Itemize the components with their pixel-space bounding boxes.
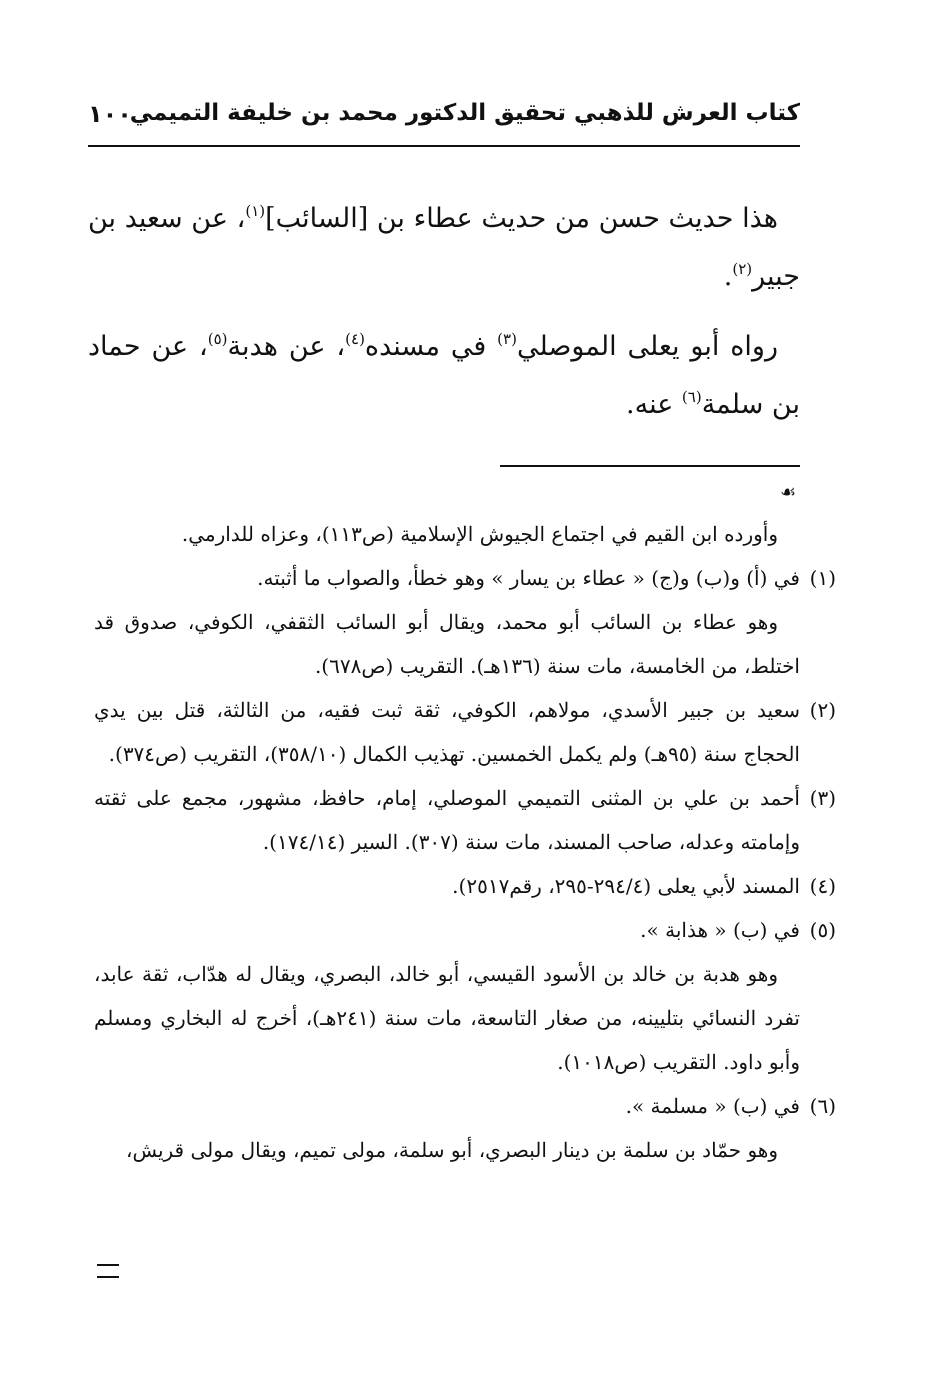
text-run: رواه أبو يعلى الموصلي <box>516 331 779 362</box>
footnote-number: (٥) <box>809 918 836 942</box>
footnote-1 <box>94 556 836 688</box>
text-run: عنه. <box>626 389 682 420</box>
footnote-text: في (ب) « مسلمة ». <box>625 1094 800 1118</box>
footnote-number: (٦) <box>809 1094 836 1118</box>
footnote-3 <box>94 776 836 864</box>
footnote-text: سعيد بن جبير الأسدي، مولاهم، الكوفي، ثقة ثبت فقيه، من الثالثة، قتل بين يدي الحجاج سنة (٩٥هـ) ولم يكمل الخمسين. تهذيب الكمال (٣٥٨/١٠)، التقريب (ص٣٧٤). <box>94 698 800 766</box>
running-header <box>88 100 800 144</box>
fleuron-icon: ☙ <box>780 482 797 503</box>
footnotes <box>94 512 836 1172</box>
footnote-intro: وأورده ابن القيم في اجتماع الجيوش الإسلامية (ص١١٣)، وعزاه للدارمي. <box>181 522 778 546</box>
footnote-text: أحمد بن علي بن المثنى التميمي الموصلي، إمام، حافظ، مشهور، مجمع على ثقته وإمامته وعدله، صاحب المسند، مات سنة (٣٠٧). السير (١٧٤/١٤). <box>94 786 800 854</box>
footnote-ref-2: (٢) <box>732 260 753 278</box>
footnote-4 <box>94 864 836 908</box>
continuation-mark <box>97 1264 119 1278</box>
footnote-number: (٣) <box>809 786 836 810</box>
footnote-ref-4: (٤) <box>345 330 365 348</box>
page-number: ١٠٠ <box>88 100 132 128</box>
footnote-detail: وهو هدبة بن خالد بن الأسود القيسي، أبو خالد، البصري، ويقال له هدّاب، ثقة عابد، تفرد النسائي بتليينه، من صغار التاسعة، مات سنة (٢٤١هـ)، أخرج له البخاري ومسلم وأبو داود. التقريب (ص١٠١٨). <box>94 962 800 1074</box>
footnote-2 <box>94 688 836 776</box>
main-text <box>88 190 800 446</box>
footnote-number: (٢) <box>809 698 836 722</box>
text-run: في مسنده <box>364 331 498 362</box>
footnote-ref-5: (٥) <box>207 330 228 348</box>
text-run: ، عن حماد بن سلمة <box>88 331 800 420</box>
footnote-text: في (أ) و(ب) و(ج) « عطاء بن يسار » وهو خطأ، والصواب ما أثبته. <box>257 566 800 590</box>
paragraph-1 <box>88 190 800 306</box>
footnote-detail: وهو حمّاد بن سلمة بن دينار البصري، أبو سلمة، مولى تميم، ويقال مولى قريش، <box>126 1138 778 1162</box>
footnote-text: في (ب) « هذابة ». <box>640 918 800 942</box>
paragraph-2 <box>88 318 800 434</box>
footnote-number: (١) <box>809 566 836 590</box>
footnote-ref-3: (٣) <box>497 330 517 348</box>
text-run: . <box>723 261 733 292</box>
footnote-5 <box>94 908 836 1084</box>
footnote-ref-6: (٦) <box>681 388 702 406</box>
footnote-number: (٤) <box>809 874 836 898</box>
header-rule <box>88 145 800 147</box>
footnote-detail: وهو عطاء بن السائب أبو محمد، ويقال أبو السائب الثقفي، الكوفي، صدوق قد اختلط، من الخامسة، مات سنة (١٣٦هـ). التقريب (ص٦٧٨). <box>94 610 800 678</box>
text-run: ، عن سعيد بن جبير <box>88 203 800 292</box>
footnote-6 <box>94 1084 836 1172</box>
footnote-separator <box>500 465 800 467</box>
footnote-text: المسند لأبي يعلى (٢٩٤/٤-٢٩٥، رقم٢٥١٧). <box>452 874 800 898</box>
text-run: ، عن هدبة <box>227 331 346 362</box>
header-title: كتاب العرش للذهبي تحقيق الدكتور محمد بن خليفة التميمي <box>129 100 800 126</box>
footnote-ref-1: (١) <box>245 202 266 220</box>
text-run: هذا حديث حسن من حديث عطاء بن [السائب] <box>265 203 778 234</box>
